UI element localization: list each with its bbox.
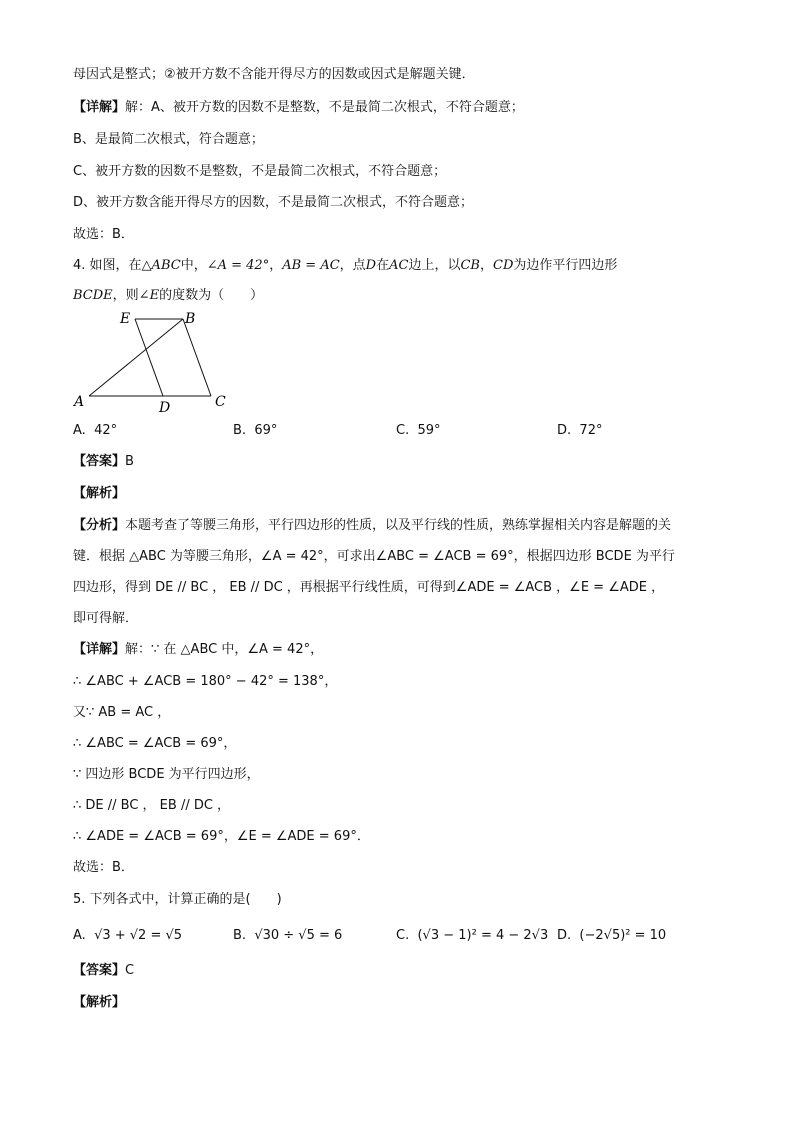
q5-stem-text: 下列各式中，计算正确的是( ): [89, 892, 282, 907]
prev-choice: 故选：B．: [73, 227, 134, 242]
option-value: √30 ÷ √5 = 6: [254, 928, 343, 943]
q5-option-b: [233, 927, 342, 945]
side-ab: [89, 319, 183, 396]
q4-choice: 故选：B．: [73, 860, 134, 875]
detail-text: 解：∵ 在 △ABC 中，∠A = 42°，: [125, 642, 324, 657]
q5-option-a: [73, 927, 182, 945]
label-c: C: [215, 394, 226, 410]
q4-step-6: ∴ DE // BC ， EB // DC ，: [73, 798, 231, 813]
label-a: A: [74, 394, 85, 410]
option-value: 42°: [94, 423, 118, 438]
q4-sep: ，: [269, 258, 283, 273]
fenxi-tag: 【分析】: [73, 518, 126, 533]
option-letter: A.: [73, 423, 86, 438]
prev-option-d: D、被开方数含能开得尽方的因数，不是最简二次根式，不符合题意；: [73, 195, 474, 210]
answer-tag: 【答案】: [73, 963, 126, 978]
q4-stem-line-1: [73, 257, 617, 275]
option-value: √3 + √2 = √5: [94, 928, 183, 943]
q4-stem-text: 的度数为（ ）: [159, 288, 264, 303]
q4-detail-line-1: [73, 641, 323, 659]
q4-parallelogram: BCDE: [73, 288, 113, 303]
prev-detail-line: [73, 99, 524, 117]
q4-fenxi-line-2: 键．根据 △ABC 为等腰三角形，∠A = 42°，可求出∠ABC = ∠ACB = 69°，根据四边形 BCDE 为平行: [73, 549, 675, 564]
q4-angle-e: ∠E: [138, 288, 160, 303]
answer-tag: 【答案】: [73, 454, 126, 469]
option-letter: A.: [73, 928, 86, 943]
prev-option-c: C、被开方数的因数不是整数，不是最简二次根式，不符合题意；: [73, 164, 447, 179]
q4-fenxi-line-4: 即可得解．: [73, 611, 139, 626]
q4-stem-line-2: [73, 287, 263, 305]
q5-stem: [73, 891, 282, 909]
label-e: E: [120, 311, 131, 327]
q4-stem-text: 在: [376, 258, 390, 273]
option-value: 59°: [417, 423, 441, 438]
q4-number: 4.: [73, 258, 86, 273]
q4-step-5: ∵ 四边形 BCDE 为平行四边形，: [73, 767, 260, 782]
q4-side-cd: CD: [493, 258, 514, 273]
q4-stem-text: 中，: [180, 258, 207, 273]
option-letter: C.: [396, 928, 410, 943]
option-value: 69°: [254, 423, 278, 438]
q4-option-c: [396, 422, 441, 440]
q5-number: 5.: [73, 892, 86, 907]
label-d: D: [159, 400, 171, 416]
q4-fenxi-line-3: 四边形，得到 DE // BC ， EB // DC ，再根据平行线性质，可得到∠ADE = ∠ACB ，∠E = ∠ADE ，: [73, 580, 665, 595]
side-ed: [135, 319, 163, 396]
option-letter: B.: [233, 928, 247, 943]
label-b: B: [185, 311, 196, 327]
q4-analysis-tag: 【解析】: [73, 486, 126, 501]
option-value: 72°: [579, 423, 603, 438]
option-letter: D.: [557, 928, 572, 943]
detail-text: 解：A、被开方数的因数不是整数，不是最简二次根式，不符合题意；: [125, 100, 524, 115]
q4-triangle: △ABC: [141, 258, 181, 273]
q5-option-c: [396, 927, 548, 945]
q4-step-3: 又∵ AB = AC ，: [73, 705, 171, 720]
q4-answer-line: [73, 453, 134, 471]
detail-tag: 【详解】: [73, 100, 126, 115]
option-letter: B.: [233, 423, 247, 438]
q4-stem-text: 为边作平行四边形: [513, 258, 618, 273]
option-letter: C.: [396, 423, 410, 438]
q4-side-ac: AC: [389, 258, 409, 273]
answer-value: B: [125, 454, 134, 469]
prev-line-1: 母因式是整式；②被开方数不含能开得尽方的因数或因式是解题关键．: [73, 67, 475, 82]
q4-stem-text: ，点: [339, 258, 366, 273]
q4-sep: ，: [479, 258, 493, 273]
prev-option-b: B、是最简二次根式，符合题意；: [73, 132, 264, 147]
q4-step-2: ∴ ∠ABC + ∠ACB = 180° − 42° = 138°，: [73, 674, 338, 689]
q4-option-d: [557, 422, 602, 440]
q4-fenxi-line-1: [73, 517, 671, 535]
q4-angle-a: ∠A = 42°: [206, 258, 270, 273]
side-bc: [183, 319, 211, 396]
q5-option-d: [557, 927, 666, 945]
option-letter: D.: [557, 423, 572, 438]
q4-step-4: ∴ ∠ABC = ∠ACB = 69°，: [73, 736, 237, 751]
q4-side-cb: CB: [460, 258, 480, 273]
q4-point-d: D: [365, 258, 377, 273]
q4-stem-text: ，则: [112, 288, 139, 303]
q4-figure: [70, 308, 240, 418]
option-value: (−2√5)² = 10: [579, 928, 667, 943]
q5-answer-line: [73, 962, 134, 980]
q5-analysis-tag: 【解析】: [73, 995, 126, 1010]
q4-option-b: [233, 422, 277, 440]
q4-stem-text: 边上，以: [408, 258, 461, 273]
answer-value: C: [125, 963, 135, 978]
q4-option-a: [73, 422, 117, 440]
q4-eq: AB = AC: [282, 258, 340, 273]
q4-step-7: ∴ ∠ADE = ∠ACB = 69°，∠E = ∠ADE = 69°．: [73, 829, 370, 844]
q4-stem-text: 如图，在: [89, 258, 142, 273]
option-value: (√3 − 1)² = 4 − 2√3: [417, 928, 549, 943]
fenxi-text: 本题考查了等腰三角形，平行四边形的性质，以及平行线的性质，熟练掌握相关内容是解题的关: [125, 518, 672, 533]
detail-tag: 【详解】: [73, 642, 126, 657]
